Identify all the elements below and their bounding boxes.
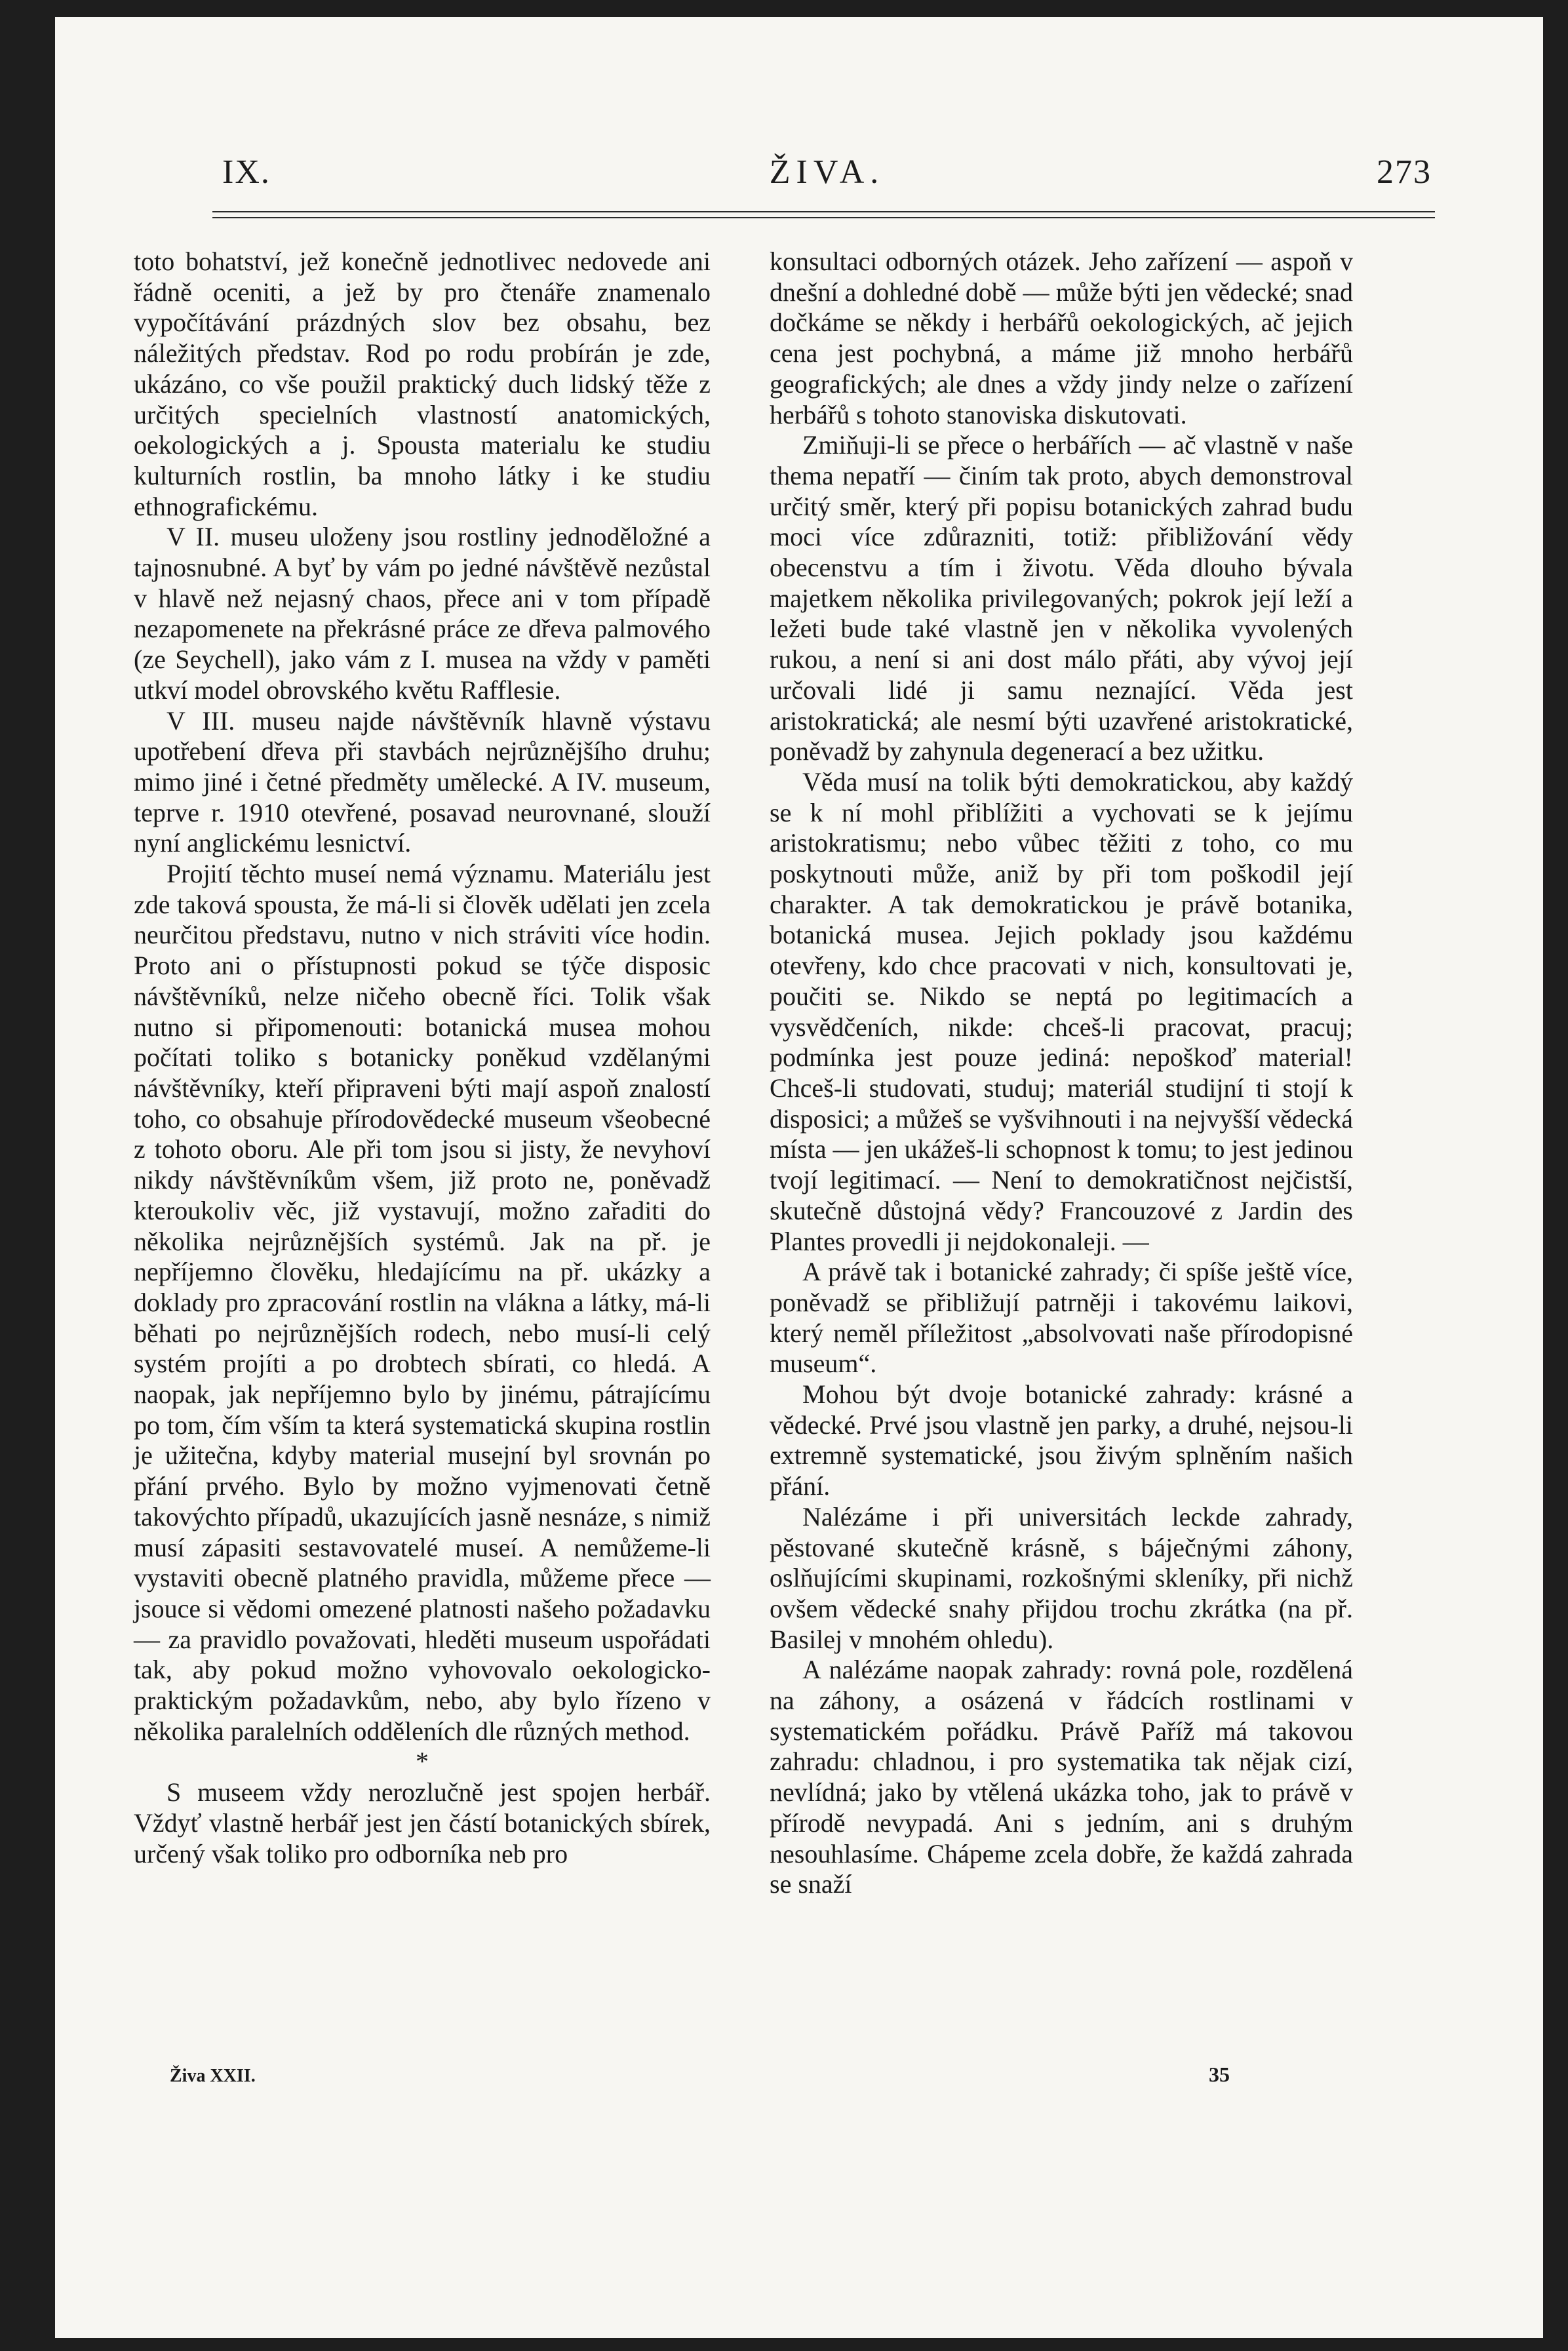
paragraph: Zmiňuji-li se přece o herbářích — ač vlastně v naše thema nepatří — činím tak proto, abych demonstroval určitý směr, který při popisu botanických zahrad budu moci více zdůrazniti, totiž: přibližování vědy obecenstvu a tím i životu. Věda dlouho bývala majetkem několika privilegovaných; pokrok její leží a ležeti bude také vlastně jen v několika vyvolených rukou, a není si ani dost málo přáti, aby vývoj její určovali lidé ji samu neznající. Věda jest aristokratická; ale nesmí býti uzavřené aristokratické, poněvadž by zahynula degenerací a bez užitku. xyxy=(770,430,1353,766)
journal-title: ŽIVA. xyxy=(769,153,885,191)
volume-number: IX. xyxy=(222,153,271,191)
paragraph: S museem vždy nerozlučně jest spojen herbář. Vždyť vlastně herbář jest jen částí botanických sbírek, určený však toliko pro odborníka neb pro xyxy=(134,1777,711,1868)
sheet-number: 35 xyxy=(1209,2063,1230,2086)
paragraph: konsultaci odborných otázek. Jeho zařízení — aspoň v dnešní a dohledné době — může býti jen vědecké; snad dočkáme se někdy i herbářů oekologických, ač jejich cena jest pochybná, a máme již mnoho herbářů geografických; ale dnes a vždy jindy nelze o zařízení herbářů s tohoto stanoviska diskutovati. xyxy=(770,247,1353,429)
section-separator: * xyxy=(416,1747,429,1777)
paragraph: Projití těchto museí nemá významu. Materiálu jest zde taková spousta, že má-li si člověk udělati jen zcela neurčitou představu, nutno v nich stráviti více hodin. Proto ani o přístupnosti pokud se týče disposic návštěvníků, nelze ničeho obecně říci. Tolik však nutno si připomenouti: botanická musea mohou počítati toliko s botanicky poněkud vzdělanými návštěvníky, kteří připraveni býti mají aspoň znalostí toho, co obsahuje přírodovědecké museum všeobecné z tohoto oboru. Ale při tom jsou si jisty, že nevyhoví nikdy návštěvníkům všem, již proto ne, poněvadž kteroukoliv věc, již vystavují, možno zařaditi do několika nejrůznějších systémů. Jak na př. je nepříjemno člověku, hledajícímu na př. ukázky a doklady pro zpracování rostlin na vlákna a látky, má-li běhati po nejrůznějších rodech, nebo musí-li celý systém projíti a po drobtech sbírati, co hledá. A naopak, jak nepříjemno bylo by jinému, pátrajícímu po tom, čím vším ta která systematická skupina rostlin je užitečna, kdyby material musejní byl srovnán po přání prvého. Bylo by možno vyjmenovati četně takovýchto případů, ukazujících jasně nesnáze, s nimiž musí zápasiti sestavovatelé museí. A nemůžeme-li vystaviti obecně platného pravidla, můžeme přece — jsouce si vědomi omezené platnosti našeho požadavku — za pravidlo považovati, hleděti museum uspořádati tak, aby pokud možno vyhovovalo oekologicko-praktickým požadavkům, nebo, aby bylo řízeno v několika paralelních odděleních dle různých method. xyxy=(134,859,711,1746)
running-header xyxy=(222,153,1432,199)
journal-page xyxy=(55,17,1543,2338)
paragraph: Věda musí na tolik býti demokratickou, aby každý se k ní mohl přiblížiti a vychovati se k jejímu aristokratismu; nebo vůbec těžiti z toho, co mu poskytnouti může, aniž by při tom poškodil její charakter. A tak demokratickou je právě botanika, botanická musea. Jejich poklady jsou každému otevřeny, kdo chce pracovati v nich, konsultovati je, poučiti se. Nikdo se neptá po legitimacích a vysvědčeních, nikde: chceš-li pracovat, pracuj; podmínka jest pouze jediná: nepoškoď material! Chceš-li studovati, studuj; materiál studijní ti stojí k disposici; a můžeš se vyšvihnouti i na nejvyšší vědecká místa — jen ukážeš-li schopnost k tomu; to jest jedinou tvojí legitimací. — Není to demokratičnost nejčistší, skutečně důstojná vědy? Francouzové z Jardin des Plantes provedli ji nejdokonaleji. — xyxy=(770,766,1353,1256)
paragraph: A právě tak i botanické zahrady; či spíše ještě více, poněvadž se přibližují patrněji i takovému laikovi, který neměl příležitost „absolvovati naše přírodopisné museum“. xyxy=(770,1257,1353,1379)
paragraph: A nalézáme naopak zahrady: rovná pole, rozdělená na záhony, a osázená v řádcích rostlinami v systematickém pořádku. Právě Paříž má takovou zahradu: chladnou, i pro systematika tak nějak cizí, nevlídná; jako by vtělená ukázka toho, jak to právě v přírodě nevypadá. Ani s jedním, ani s druhým nesouhlasíme. Chápeme zcela dobře, že každá zahrada se snaží xyxy=(770,1655,1353,1899)
right-column xyxy=(770,247,1353,1900)
paragraph: Mohou být dvoje botanické zahrady: krásné a vědecké. Prvé jsou vlastně jen parky, a druhé, nejsou-li extremně systematické, jsou živým splněním našich přání. xyxy=(770,1379,1353,1501)
header-rule xyxy=(212,211,1435,218)
paragraph: V III. museu najde návštěvník hlavně výstavu upotřebení dřeva při stavbách nejrůznějšího druhu; mimo jiné i četné předměty umělecké. A IV. museum, teprve r. 1910 otevřené, posavad neurovnané, slouží nyní anglickému lesnictví. xyxy=(134,705,711,858)
page-number: 273 xyxy=(1377,153,1432,191)
paragraph: toto bohatství, jež konečně jednotlivec nedovede ani řádně oceniti, a jež by pro čtenáře znamenalo vypočítávání prázdných slov bez obsahu, bez náležitých představ. Rod po rodu probírán je zde, ukázáno, co vše použil praktický duch lidský těže z určitých specielních vlastností anatomických, oekologických a j. Spousta materialu ke studiu kulturních rostlin, ba mnoho látky i ke studiu ethnografickému. xyxy=(134,247,711,521)
left-column xyxy=(134,247,711,1869)
paragraph: Nalézáme i při universitách leckde zahrady, pěstované skutečně krásně, s báječnými záhony, oslňujícími skupinami, rozkošnými skleníky, při nichž ovšem vědecké snahy přijdou trochu zkrátka (na př. Basilej v mnohém ohledu). xyxy=(770,1501,1353,1654)
paragraph: V II. museu uloženy jsou rostliny jednoděložné a tajnosnubné. A byť by vám po jedné návštěvě nezůstal v hlavě než nejasný chaos, přece ani v tom případě nezapomenete na překrásné práce ze dřeva palmového (ze Seychell), jako vám z I. musea na vždy v paměti utkví model obrovského květu Rafflesie. xyxy=(134,522,711,705)
printer-signature: Živa XXII. xyxy=(170,2066,256,2086)
